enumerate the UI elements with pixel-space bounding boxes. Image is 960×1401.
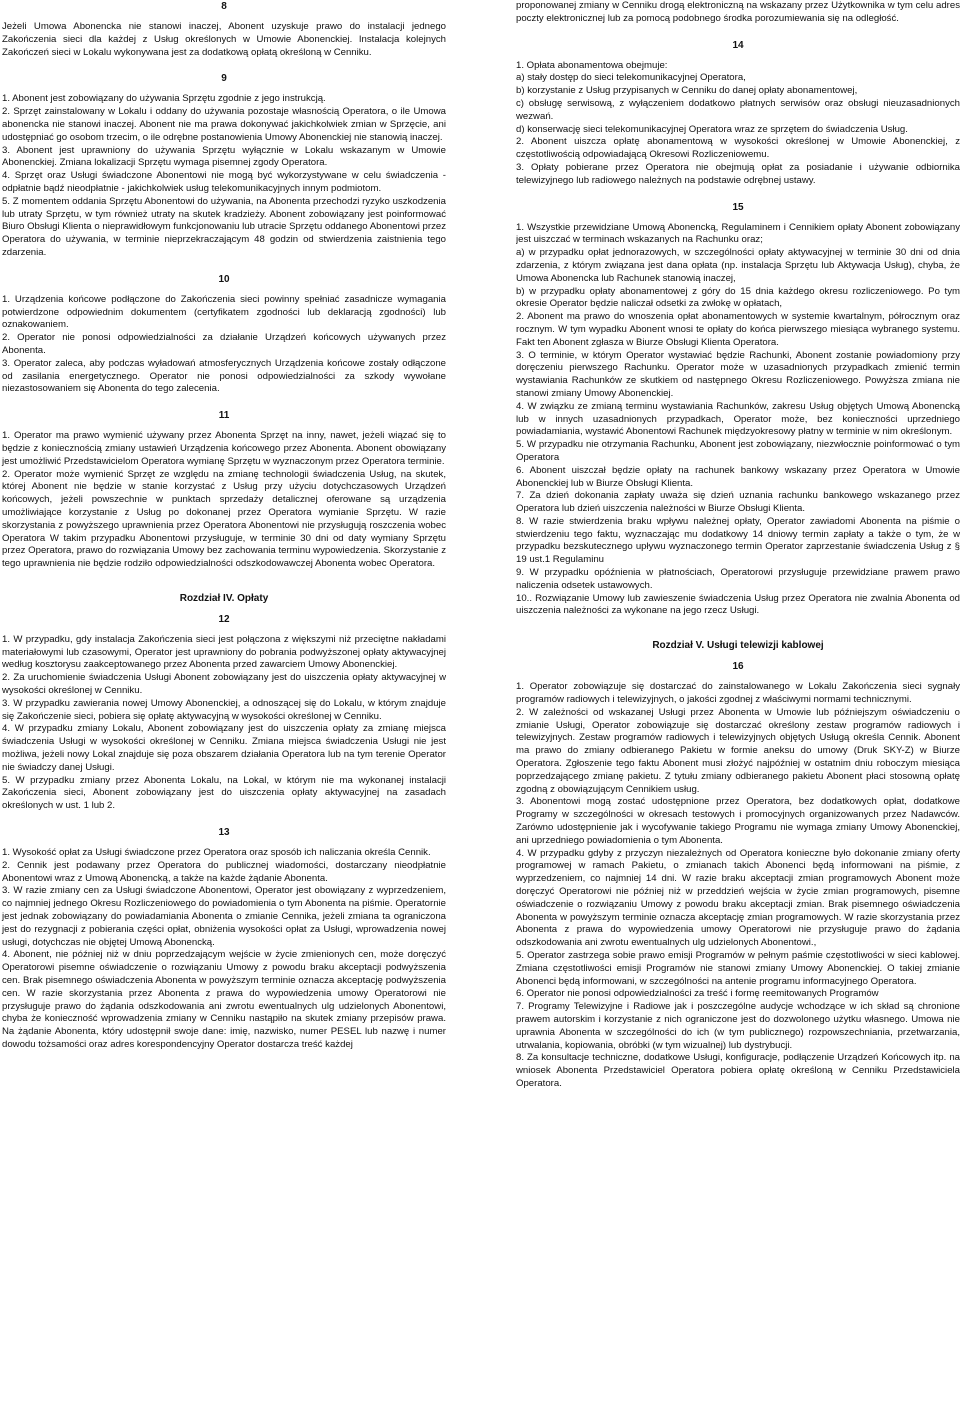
paragraph: Jeżeli Umowa Abonencka nie stanowi inaczej, Abonent uzyskuje prawo do instalacji jednego Zakończenia sieci dla każdej z Usług określonych w Umowie Abonenckiej. Instalacja kolejnych Zakończeń sieci w Lokalu wykonywana jest za dodatkową opłatą określoną w Cenniku. xyxy=(2,21,446,58)
section-heading: 9 xyxy=(221,73,227,85)
paragraph: 3. Operator zaleca, aby podczas wyładowań atmosferycznych Urządzenia końcowe zostały odłączone od zasilania energetycznego. Operator nie ponosi odpowiedzialności za szkody wywołane niezastosowaniem się Abonenta do tego zalecenia. xyxy=(2,357,446,395)
paragraph: a) stały dostęp do sieci telekomunikacyjnej Operatora, xyxy=(516,72,746,84)
paragraph: 1. Abonent jest zobowiązany do używania Sprzętu zgodnie z jego instrukcją. xyxy=(2,93,326,105)
right-column xyxy=(516,0,960,1401)
paragraph: 4. W przypadku gdyby z przyczyn niezależnych od Operatora konieczne było dokonanie zmiany oferty programowej w ramach Pakietu, o zmianach takich Abonenci będą informowani na piśmie, z wyprzedzeniem, co najmniej 14 dni. W razie braku akceptacji zmian programowych Abonent może doręczyć Operatorowi nie później niż w przeddzień wejścia w życie zmian programowych, pisemne oświadczenie o rozwiązaniu Umowy z powodu braku akceptacji zmian. Brak pisemnego oświadczenia Abonenta w powyższym terminie oznacza akceptację zmian programowych. W razie skorzystania przez Abonenta z prawa do wypowiedzenia umowy Operatorowi nie przysługuje prawo do żądania odszkodowania ani zwrotu ewentualnych ulg udzielonych Abonentowi., xyxy=(516,847,960,949)
paragraph: a) w przypadku opłat jednorazowych, w szczególności opłaty aktywacyjnej w terminie 30 dni od dnia zdarzenia, z którym związana jest dana opłata (np. instalacja Sprzętu lub Aktywacja Usług), chyba, że Umowa Abonencka lub Rachunek stanowią inaczej, xyxy=(516,247,960,284)
paragraph: 3. W przypadku zawierania nowej Umowy Abonenckiej, a odnoszącej się do Lokalu, w którym znajduje się Zakończenie sieci, pobiera się opłatę aktywacyjną w wysokości określonej w Cenniku. xyxy=(2,697,446,722)
paragraph: 10.. Rozwiązanie Umowy lub zawieszenie świadczenia Usług przez Operatora nie zwalnia Abonenta od uiszczenia należności za wykonane na jego rzecz Usługi. xyxy=(516,592,960,617)
section-heading: 14 xyxy=(732,39,744,51)
paragraph: 2. Abonent uiszcza opłatę abonamentową w wysokości określonej w Umowie Abonenckiej, z częstotliwością odpowiadającą Okresowi Rozliczeniowemu. xyxy=(516,136,960,161)
paragraph: 1. Urządzenia końcowe podłączone do Zakończenia sieci powinny spełniać zasadnicze wymagania potwierdzone odpowiednim dokumentem (certyfikatem zgodności lub deklaracją zgodności) lub oznakowaniem. xyxy=(2,293,446,331)
section-heading: 8 xyxy=(221,1,227,12)
paragraph: 2. Abonent ma prawo do wnoszenia opłat abonamentowych w systemie kwartalnym, półrocznym oraz rocznym. W tym wypadku Abonent wnosi te opłaty do końca pierwszego miesiąca wybranego systemu. Fakt ten Abonent zgłasza w Biurze Obsługi Klienta Operatora. xyxy=(516,311,960,348)
paragraph: 9. W przypadku opóźnienia w płatnościach, Operatorowi przysługuje przewidziane prawem prawo naliczenia odsetek ustawowych. xyxy=(516,567,960,591)
paragraph: 5. Z momentem oddania Sprzętu Abonentowi do używania, na Abonenta przechodzi ryzyko uszkodzenia lub utraty Sprzętu, w tym również utraty na skutek kradzieży. Abonent zobowiązany jest poinformować Biuro Obsługi Klienta o nieprawidłowym funkcjonowaniu lub utracie Sprzętu oddanego Abonentowi przez Operatora do używania, w terminie nieprzekraczającym 48 godzin od stwierdzenia zaistnienia tego zdarzenia. xyxy=(2,195,446,258)
paragraph: 6. Operator nie ponosi odpowiedzialności za treść i formę reemitowanych Programów xyxy=(516,988,879,1000)
paragraph: 3. Abonentowi mogą zostać udostępnione przez Operatora, bez dodatkowych opłat, dodatkowe Programy w szczególności w okresach testowych i promocyjnych organizowanych przez Nadawców. Zarówno udostępnienie jak i wycofywanie takiego Programu nie wymaga zmiany Umowy Abonenckiej, ani uprzedniego powiadomienia o tym Abonenta. xyxy=(516,796,960,846)
paragraph: 1. W przypadku, gdy instalacja Zakończenia sieci jest połączona z większymi niż przeciętne nakładami materiałowymi lub czasowymi, Operator jest uprawniony do pobrania podwyższonej opłaty aktywacyjnej według kosztorysu zaakceptowanego przez Abonenta przed zawarciem Umowy Abonenckiej. xyxy=(2,633,446,671)
section-heading: 15 xyxy=(732,201,744,213)
paragraph: 2. Cennik jest podawany przez Operatora do publicznej wiadomości, dostarczany nieodpłatnie Abonentowi wraz z Umową Abonencką, a także na każde żądanie Abonenta. xyxy=(2,859,446,884)
paragraph: 3. W razie zmiany cen za Usługi świadczone Abonentowi, Operator jest obowiązany z wyprzedzeniem, co najmniej jednego Okresu Rozliczeniowego do powiadomienia o tym Abonenta na piśmie. Operatornie jest jednak zobowiązany do powiadamiania Abonenta o zmianie Cennika, jeżeli zmiana ta ograniczona jest do rezygnacji z pobierania części opłat, obniżenia wysokości opłat za Usługi, wprowadzenia nowej usługi, dotychczas nie objętej Umową Abonencką. xyxy=(2,885,446,948)
paragraph: 2. Sprzęt zainstalowany w Lokalu i oddany do używania pozostaje własnością Operatora, o ile Umowa abonencka nie stanowi inaczej. Abonent nie ma prawa dokonywać jakichkolwiek zmian w Sprzęcie, ani udostępniać go osobom trzecim, o ile odrębne postanowienia Umowy Abonenckiej nie stanowią inaczej. xyxy=(2,106,446,143)
paragraph: 8. W razie stwierdzenia braku wpływu należnej opłaty, Operator zawiadomi Abonenta na piśmie o stwierdzeniu tego faktu, wyznaczając mu dodatkowy 14 dniowy termin zapłaty a także o tym, że w przypadku bezskutecznego upływu wyznaczonego termin Operator zaprzestanie świadczenia Usług z § 19 ust.1 Regulaminu xyxy=(516,515,960,566)
paragraph: 2. W zależności od wskazanej Usługi przez Abonenta w Umowie lub późniejszym oświadczeniu o zmianie Usługi, Operator zobowiązuje się dostarczać określony zestaw programów radiowych i telewizyjnych. Zestaw programów radiowych i telewizyjnych objętych Usługą określa Cennik. Abonent ma prawo do zmiany odbieranego Pakietu w formie aneksu do umowy (Druk SKY-Z) w Biurze Operatora. Zgłoszenie tego faktu Abonent musi złożyć najpóźniej w ostatnim dniu roboczym miesiąca poprzedzającego zmianę pakietu. Z tytułu zmiany odbieranego pakietu Abonent płaci stosowną opłatę zgodną z obowiązującym Cennikiem usług. xyxy=(516,706,960,795)
paragraph: 3. Opłaty pobierane przez Operatora nie obejmują opłat za posiadanie i używanie odbiornika telewizyjnego lub radiowego należnych na podstawie odrębnej ustawy. xyxy=(516,161,960,186)
paragraph: c) obsługę serwisową, z wyłączeniem dodatkowo płatnych serwisów oraz obsługi nieuzasadnionych wezwań. xyxy=(516,97,960,122)
paragraph: 7. Programy Telewizyjne i Radiowe jak i poszczególne audycje wchodzące w ich skład są chronione prawem autorskim i korzystanie z nich ograniczone jest do dozwolonego użytku własnego. Umowa nie uprawnia Abonenta w szczególności do ich (w tym publicznego) rozpowszechniania, przetwarzania, utrwalania, kopiowania, obróbki (w tym wizualnej) lub dystrybucji. xyxy=(516,1001,960,1051)
paragraph: 4. W przypadku zmiany Lokalu, Abonent zobowiązany jest do uiszczenia opłaty za zmianę miejsca świadczenia Usługi w wysokości określonej w Cenniku. Zmiana miejsca świadczenia Usługi nie jest możliwa, jeżeli nowy Lokal znajduje się poza obszarem działania Operatora lub na tym terenie Operator nie świadczy danej Usługi. xyxy=(2,723,446,773)
paragraph: 4. W związku ze zmianą terminu wystawiania Rachunków, zakresu Usług objętych Umową Abonencką lub w innych uzasadnionych przypadkach, Operator może, bez konieczności uprzedniego powiadamiania, wystawić Abonentowi Rachunek międzyokresowy płatny w terminie w nim określonym. xyxy=(516,400,960,438)
paragraph: 7. Za dzień dokonania zapłaty uważa się dzień uznania rachunku bankowego wskazanego przez Operatora lub dzień uiszczenia należności w Biurze Obsługi Klienta. xyxy=(516,490,960,515)
chapter-title: Rozdział V. Usługi telewizji kablowej xyxy=(652,640,824,652)
section-heading: 16 xyxy=(732,661,744,673)
paragraph: 2. Operator nie ponosi odpowiedzialności za działanie Urządzeń końcowych używanych przez Abonenta. xyxy=(2,332,446,356)
chapter-title: Rozdział IV. Opłaty xyxy=(179,592,269,604)
section-heading: 11 xyxy=(218,410,230,422)
paragraph: 3. O terminie, w którym Operator wystawiać będzie Rachunki, Abonent zostanie powiadomiony przy doręczeniu pierwszego Rachunku. Operator może w uzasadnionych przypadkach zmienić termin wystawiania Rachunków ze skutkiem od następnego Okresu Rozliczeniowego. Powyższa zmiana nie stanowi zmiany Umowy Abonenckiej. xyxy=(516,349,960,399)
left-column xyxy=(0,0,446,1401)
paragraph: b) w przypadku opłaty abonamentowej z góry do 15 dnia każdego okresu rozliczeniowego. Po tym okresie Operator będzie naliczał odsetki za zwłokę w opłatach, xyxy=(516,285,960,310)
paragraph: 1. Wszystkie przewidziane Umową Abonencką, Regulaminem i Cennikiem opłaty Abonent zobowiązany jest uiszczać w terminach wskazanych na Rachunku oraz; xyxy=(516,221,960,246)
section-heading: 10 xyxy=(218,273,230,285)
paragraph: 1. Wysokość opłat za Usługi świadczone przez Operatora oraz sposób ich naliczania określa Cennik. xyxy=(2,847,431,859)
paragraph: 5. W przypadku nie otrzymania Rachunku, Abonent jest zobowiązany, niezwłocznie poinformować o tym Operatora xyxy=(516,439,960,463)
paragraph: 8. Za konsultacje techniczne, dodatkowe Usługi, konfiguracje, podłączenie Urządzeń Końcowych itp. na wniosek Abonenta Przedstawiciel Operatora pobiera opłatę określoną w Cenniku Przedstawiciela Operatora. xyxy=(516,1052,960,1089)
paragraph: 5. Operator zastrzega sobie prawo emisji Programów w pełnym paśmie częstotliwości w sieci kablowej. Zmiana częstotliwości emisji Programów nie stanowi zmiany Umowy Abonenckiej. O takiej zmianie Abonenci będą informowani, w szczególności na antenie programu informacyjnego Operatora. xyxy=(516,950,960,987)
paragraph: b) korzystanie z Usług przypisanych w Cenniku do danej opłaty abonamentowej, xyxy=(516,85,858,97)
paragraph: 1. Operator zobowiązuje się dostarczać do zainstalowanego w Lokalu Zakończenia sieci sygnały programów radiowych i telewizyjnych, o jakości zgodnej z właściwymi normami technicznymi. xyxy=(516,681,960,706)
paragraph: 2. Operator może wymienić Sprzęt ze względu na zmianę technologii świadczenia Usług, na skutek, której Abonent nie będzie w stanie korzystać z Usług przy użyciu dotychczasowych Urządzeń końcowych, jeżeli powszechnie w punktach sprzedaży detalicznej oferowane są urządzenia umożliwiające korzystanie z Usług po dokonanej przez Operatora wymianie Sprzętu. W razie skorzystania z powyższego uprawnienia przez Operatora Abonentowi nie przysługują roszczenia wobec Operatora W takim przypadku Abonentowi przysługuje, w terminie 30 dni od daty wymiany Sprzętu przez Operatora, prawo do rozwiązania Umowy bez zachowania terminu wypowiedzenia. Skorzystanie z tego uprawnienia nie będzie rodziło odpowiedzialności odszkodowawczej Abonenta wobec Operatora. xyxy=(2,468,446,570)
section-heading: 13 xyxy=(218,827,230,839)
paragraph: 1. Opłata abonamentowa obejmuje: xyxy=(516,59,668,71)
paragraph: d) konserwację sieci telekomunikacyjnej Operatora wraz ze sprzętem do świadczenia Usług. xyxy=(516,123,908,135)
paragraph: 1. Operator ma prawo wymienić używany przez Abonenta Sprzęt na inny, nawet, jeżeli wiązać się to będzie z koniecznością zmiany ustawień Urządzenia końcowego przez Abonenta. Abonent obowiązany jest umożliwić Przedstawicielom Operatora wymianę Sprzętu w wyznaczonym przez Operatora terminie. xyxy=(2,430,446,467)
paragraph: 2. Za uruchomienie świadczenia Usługi Abonent zobowiązany jest do uiszczenia opłaty aktywacyjnej w wysokości określonej w Cenniku. xyxy=(2,672,446,697)
paragraph: 4. Abonent, nie później niż w dniu poprzedzającym wejście w życie zmienionych cen, może doręczyć Operatorowi pisemne oświadczenie o rozwiązaniu Umowy z powodu braku akceptacji podwyższenia cen. Brak pisemnego oświadczenia Abonenta w powyższym terminie oznacza akceptację podwyższenia cen. W razie skorzystania przez Abonenta z prawa do wypowiedzenia umowy Operatorowi nie przysługuje prawo do żądania odszkodowania ani zwrotu ewentualnych ulg udzielonych Abonentowi, chyba że konieczność wprowadzenia zmiany w Cenniku nastąpiło na skutek zmiany przepisów prawa. Na żądanie Abonenta, który udostępnił swoje dane: imię, nazwisko, numer PESEL lub nazwę i numer dowodu tożsamości oraz adres korespondencyjny Operator dostarcza treść każdej xyxy=(2,949,446,1050)
paragraph: proponowanej zmiany w Cenniku drogą elektroniczną na wskazany przez Użytkownika w tym celu adres poczty elektronicznej lub za pomocą podobnego środka porozumiewania się na odległość. xyxy=(516,0,960,24)
section-heading: 12 xyxy=(218,613,230,625)
paragraph: 6. Abonent uiszczał będzie opłaty na rachunek bankowy wskazany przez Operatora w Umowie Abonenckiej lub w Biurze Obsługi Klienta. xyxy=(516,464,960,489)
paragraph: 5. W przypadku zmiany przez Abonenta Lokalu, na Lokal, w którym nie ma wykonanej instalacji Zakończenia sieci, Abonent zobowiązany jest do uiszczenia opłaty aktywacyjnej na zasadach określonych w ust. 1 lub 2. xyxy=(2,774,446,812)
paragraph: 3. Abonent jest uprawniony do używania Sprzętu wyłącznie w Lokalu wskazanym w Umowie Abonenckiej. Zmiana lokalizacji Sprzętu wymaga pisemnej zgody Operatora. xyxy=(2,144,446,169)
paragraph: 4. Sprzęt oraz Usługi świadczone Abonentowi nie mogą być wykorzystywane w celu świadczenia - odpłatnie bądź nieodpłatnie - jakichkolwiek usług telekomunikacyjnych innym podmiotom. xyxy=(2,170,446,194)
